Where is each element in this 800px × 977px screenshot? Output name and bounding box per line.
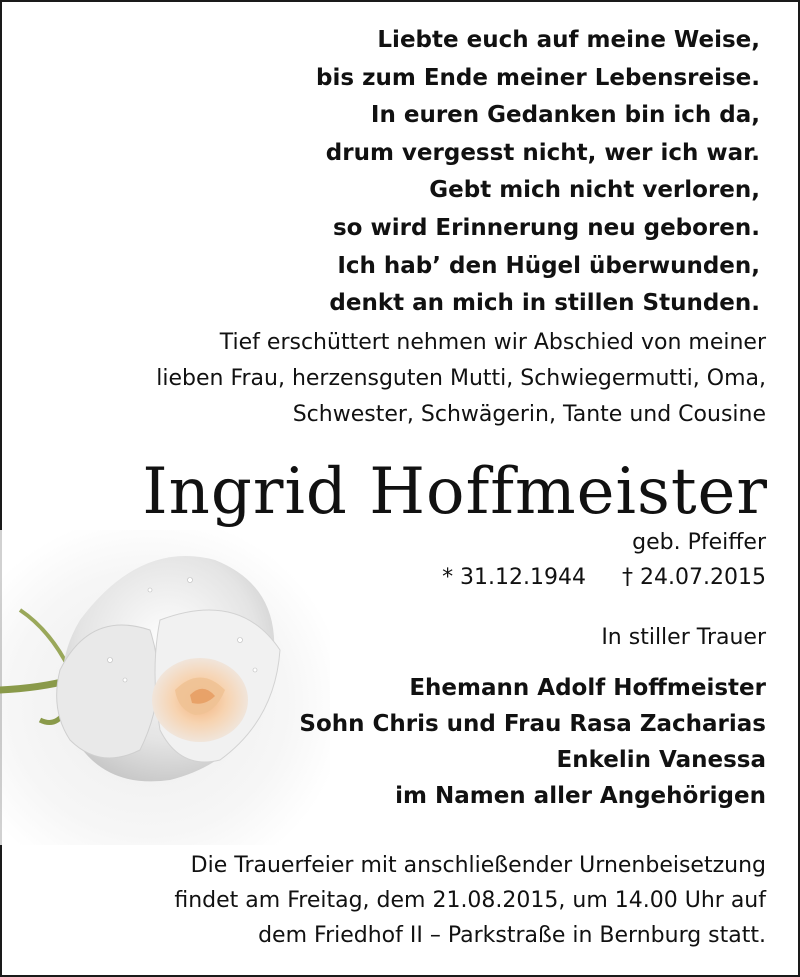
ceremony-line: dem Friedhof II – Parkstraße in Bernburg statt. <box>258 923 766 948</box>
poem-line: bis zum Ende meiner Lebensreise. <box>316 64 760 91</box>
mourners-list <box>299 670 766 814</box>
mourning-intro: In stiller Trauer <box>601 625 766 650</box>
poem-line: Liebte euch auf meine Weise, <box>377 27 760 53</box>
farewell-intro <box>156 325 766 433</box>
poem-line: denkt an mich in stillen Stunden. <box>329 290 760 317</box>
intro-line: Tief erschüttert nehmen wir Abschied von meiner <box>219 330 766 355</box>
birth-date: * 31.12.1944 <box>442 565 587 590</box>
poem-line: drum vergesst nicht, wer ich war. <box>325 139 760 166</box>
death-date: † 24.07.2015 <box>622 565 766 590</box>
life-dates <box>442 563 766 593</box>
mourner: im Namen aller Angehörigen <box>395 783 766 809</box>
poem-line: In euren Gedanken bin ich da, <box>370 102 760 129</box>
deceased-name: Ingrid Hoffmeister <box>142 455 768 529</box>
poem <box>316 22 760 323</box>
ceremony-line: findet am Freitag, dem 21.08.2015, um 14.00 Uhr auf <box>174 888 766 913</box>
ceremony-line: Die Trauerfeier mit anschließender Urnenbeisetzung <box>190 853 766 878</box>
poem-line: Ich hab’ den Hügel überwunden, <box>337 252 760 279</box>
intro-line: lieben Frau, herzensguten Mutti, Schwiegermutti, Oma, <box>156 366 766 391</box>
poem-line: so wird Erinnerung neu geboren. <box>332 214 760 241</box>
birth-name: geb. Pfeiffer <box>632 530 766 555</box>
white-rose-icon <box>0 530 330 845</box>
poem-line: Gebt mich nicht verloren, <box>429 177 760 204</box>
ceremony-info <box>174 848 766 953</box>
intro-line: Schwester, Schwägerin, Tante und Cousine <box>292 402 766 427</box>
mourner: Ehemann Adolf Hoffmeister <box>409 675 766 701</box>
mourner: Enkelin Vanessa <box>556 747 766 773</box>
mourner: Sohn Chris und Frau Rasa Zacharias <box>299 711 766 737</box>
